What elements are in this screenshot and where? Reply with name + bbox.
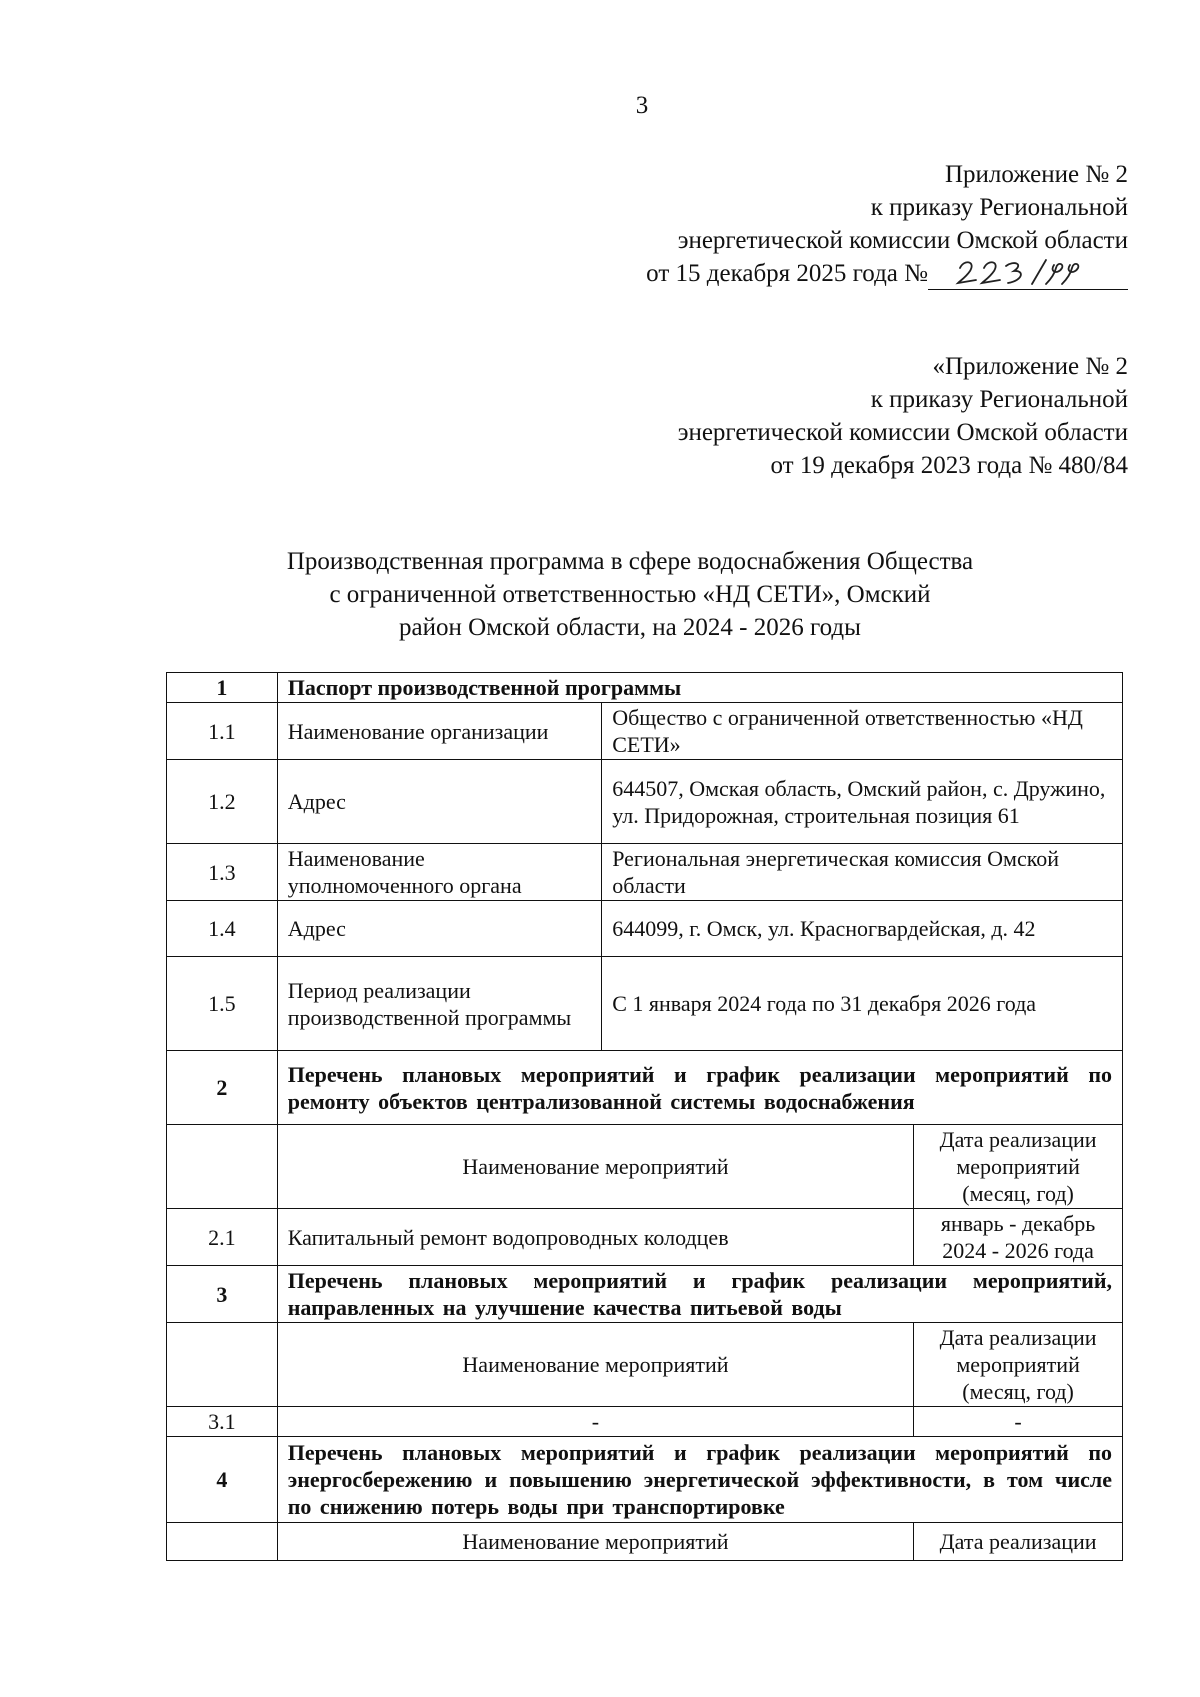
appendix-line: от 19 декабря 2023 года № 480/84 xyxy=(770,452,1128,479)
row-number: 1.4 xyxy=(167,901,278,957)
row-date: - xyxy=(914,1407,1123,1437)
table-row xyxy=(167,1209,1123,1266)
row-value: 644099, г. Омск, ул. Красногвардейская, д. 42 xyxy=(602,901,1123,957)
row-value: - xyxy=(277,1407,913,1437)
table-row xyxy=(167,1407,1123,1437)
row-number: 3.1 xyxy=(167,1407,278,1437)
column-header-row xyxy=(167,1125,1123,1209)
row-value: Капитальный ремонт водопроводных колодцев xyxy=(277,1209,913,1266)
section-number: 3 xyxy=(167,1266,278,1323)
appendix-line: Приложение № 2 xyxy=(944,161,1128,188)
section-row xyxy=(167,673,1123,703)
row-value: С 1 января 2024 года по 31 декабря 2026 года xyxy=(602,957,1123,1051)
row-number: 1.3 xyxy=(167,844,278,901)
appendix-line: к приказу Региональной xyxy=(870,386,1128,413)
table-row xyxy=(167,703,1123,760)
row-number: 1.5 xyxy=(167,957,278,1051)
table-row xyxy=(167,901,1123,957)
row-label: Наименование организации xyxy=(277,703,601,760)
column-header-row xyxy=(167,1323,1123,1407)
appendix-line: «Приложение № 2 xyxy=(932,353,1128,380)
column-header-name: Наименование мероприятий xyxy=(277,1523,913,1561)
table-row xyxy=(167,957,1123,1051)
row-value: Региональная энергетическая комиссия Омской области xyxy=(602,844,1123,901)
column-header-name: Наименование мероприятий xyxy=(277,1323,913,1407)
row-number: 1.2 xyxy=(167,760,278,844)
section-row xyxy=(167,1437,1123,1523)
handwritten-number-signature xyxy=(954,256,1104,288)
appendix-line: энергетической комиссии Омской области xyxy=(677,227,1128,254)
section-title: Перечень плановых мероприятий и график реализации мероприятий, направленных на улучшение качества питьевой воды xyxy=(277,1266,1122,1323)
table-row xyxy=(167,760,1123,844)
row-label: Адрес xyxy=(277,901,601,957)
section-title: Паспорт производственной программы xyxy=(277,673,1122,703)
title-line: с ограниченной ответственностью «НД СЕТИ», Омский xyxy=(329,581,931,608)
section-number: 4 xyxy=(167,1437,278,1523)
table-row xyxy=(167,844,1123,901)
row-label: Период реализации производственной программы xyxy=(277,957,601,1051)
row-label: Наименование уполномоченного органа xyxy=(277,844,601,901)
row-value: 644507, Омская область, Омский район, с. Дружино, ул. Придорожная, строительная позиция 61 xyxy=(602,760,1123,844)
section-title: Перечень плановых мероприятий и график реализации мероприятий по энергосбережению и повышению энергетической эффективности, в том числе по снижению потерь воды при транспортировке xyxy=(277,1437,1122,1523)
appendix-header-current xyxy=(646,158,1128,290)
production-program-table xyxy=(166,672,1123,1561)
column-header-name: Наименование мероприятий xyxy=(277,1125,913,1209)
column-header-date: Дата реализации xyxy=(914,1523,1123,1561)
handwritten-number-field xyxy=(928,259,1128,290)
row-date: январь - декабрь 2024 - 2026 года xyxy=(914,1209,1123,1266)
column-header-row xyxy=(167,1523,1123,1561)
section-number: 1 xyxy=(167,673,278,703)
title-line: Производственная программа в сфере водоснабжения Общества xyxy=(286,548,974,575)
section-title: Перечень плановых мероприятий и график реализации мероприятий по ремонту объектов централизованной системы водоснабжения xyxy=(277,1051,1122,1125)
column-header-date: Дата реализации мероприятий (месяц, год) xyxy=(914,1323,1123,1407)
column-header-date: Дата реализации мероприятий (месяц, год) xyxy=(914,1125,1123,1209)
title-line: район Омской области, на 2024 - 2026 годы xyxy=(399,614,861,641)
appendix-header-previous xyxy=(678,350,1128,482)
row-label: Адрес xyxy=(277,760,601,844)
page-number: 3 xyxy=(635,92,649,119)
appendix-line: к приказу Региональной xyxy=(870,194,1128,221)
row-number: 1.1 xyxy=(167,703,278,760)
appendix-line: энергетической комиссии Омской области xyxy=(677,419,1128,446)
row-value: Общество с ограниченной ответственностью «НД СЕТИ» xyxy=(602,703,1123,760)
row-number: 2.1 xyxy=(167,1209,278,1266)
appendix-date-prefix: от 15 декабря 2025 года № xyxy=(646,260,928,287)
section-row xyxy=(167,1266,1123,1323)
document-title xyxy=(230,545,1030,644)
section-number: 2 xyxy=(167,1051,278,1125)
appendix-date-line xyxy=(646,257,1128,290)
section-row xyxy=(167,1051,1123,1125)
